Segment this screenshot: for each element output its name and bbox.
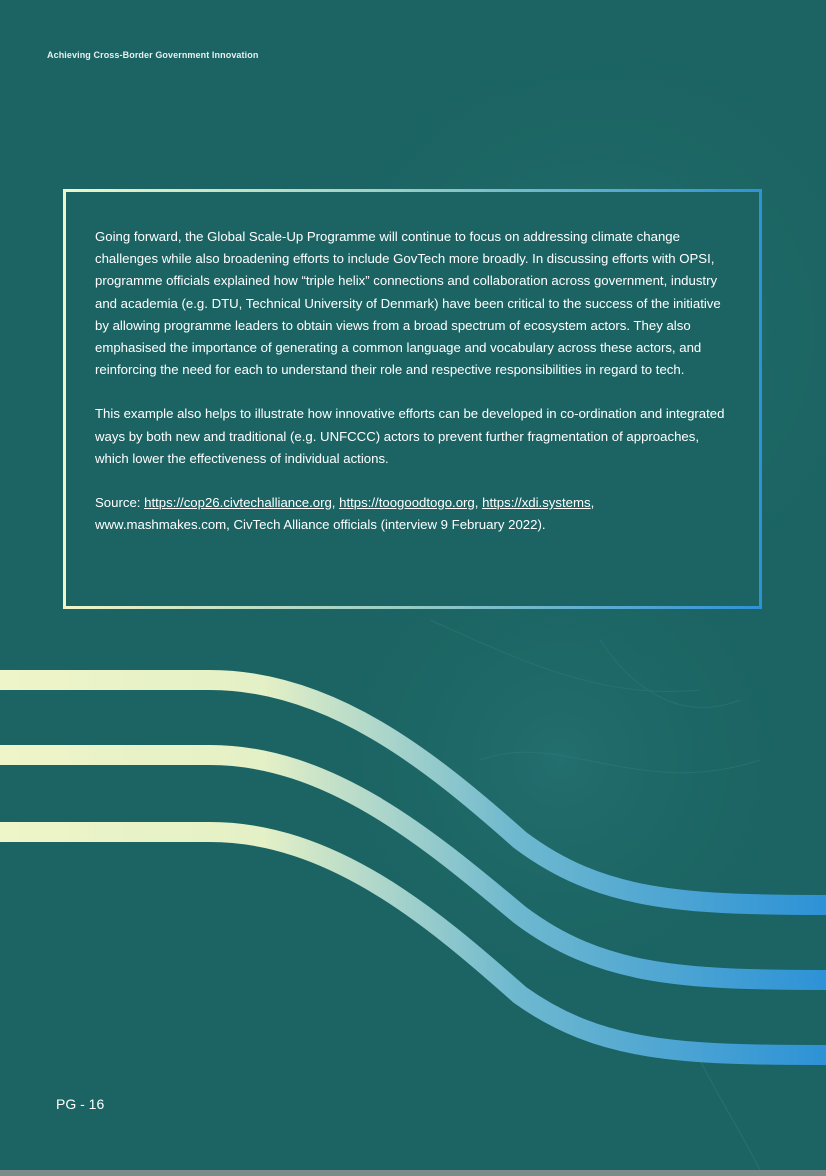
- page-number: PG - 16: [56, 1096, 105, 1112]
- case-study-box: [63, 189, 762, 609]
- source-link-toogoodtogo[interactable]: https://toogoodtogo.org: [339, 495, 475, 511]
- source-separator: ,: [474, 495, 483, 511]
- bottom-edge-bar: [0, 1170, 826, 1176]
- source-link-xdi[interactable]: https://xdi.systems: [482, 495, 591, 511]
- source-prefix: Source:: [95, 495, 145, 511]
- running-header-title: Achieving Cross-Border Government Innovation: [47, 50, 259, 60]
- case-study-box-content: [66, 192, 759, 606]
- source-separator: ,: [331, 495, 340, 511]
- source-citation: [95, 492, 731, 536]
- case-study-paragraph-1: Going forward, the Global Scale-Up Programme will continue to focus on addressing climate change challenges while also broadening efforts to include GovTech more broadly. In discussing efforts with OPSI, programme officials explained how “triple helix” connections and collaboration across government, industry and academia (e.g. DTU, Technical University of Denmark) have been critical to the success of the initiative by allowing programme leaders to obtain views from a broad spectrum of ecosystem actors. They also emphasised the importance of generating a common language and vocabulary across these actors, and reinforcing the need for each to understand their role and respective responsibilities in regard to tech.: [95, 229, 721, 378]
- source-suffix: , www.mashmakes.com, CivTech Alliance officials (interview 9 February 2022).: [95, 495, 595, 533]
- case-study-paragraph-2: This example also helps to illustrate how innovative efforts can be developed in co-ordination and integrated ways by both new and traditional (e.g. UNFCCC) actors to prevent further fragmentation of approaches, which lower the effectiveness of individual actions.: [95, 406, 725, 466]
- source-link-cop26[interactable]: https://cop26.civtechalliance.org: [144, 495, 332, 511]
